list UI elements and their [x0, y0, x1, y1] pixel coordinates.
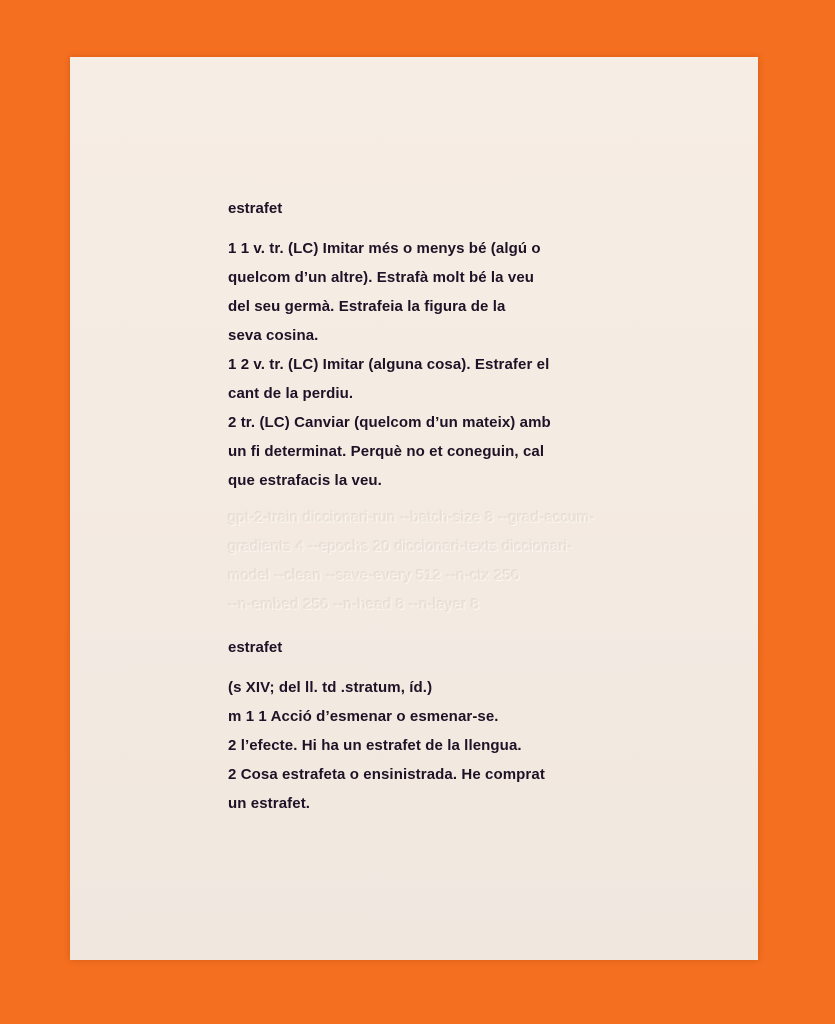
- entry-line: cant de la perdiu.: [228, 385, 354, 402]
- entry-line: 2 Cosa estrafeta o ensinistrada. He comprat: [228, 766, 545, 783]
- entry-line: 1 1 v. tr. (LC) Imitar més o menys bé (algú o: [228, 240, 541, 257]
- embossed-line: gpt-2-train diccionari-run --batch-size 8 --grad-accum-: [228, 509, 595, 526]
- entry-line: 1 2 v. tr. (LC) Imitar (alguna cosa). Estrafer el: [228, 356, 550, 373]
- embossed-line: gradients 4 --epochs 20 diccionari-texts diccionari-: [228, 538, 573, 555]
- entry-line: (s XIV; del ll. td .stratum, íd.): [228, 679, 433, 696]
- entry-line: que estrafacis la veu.: [228, 472, 382, 489]
- entry-line: un estrafet.: [228, 795, 311, 812]
- entry-line: 2 l’efecte. Hi ha un estrafet de la llengua.: [228, 737, 522, 754]
- entry-line: quelcom d’un altre). Estrafà molt bé la veu: [228, 269, 535, 286]
- entry-line: m 1 1 Acció d’esmenar o esmenar-se.: [228, 708, 499, 725]
- embossed-line: --n-embed 256 --n-head 8 --n-layer 8: [228, 596, 480, 613]
- entry-line: un fi determinat. Perquè no et coneguin, cal: [228, 443, 545, 460]
- entry-line: del seu germà. Estrafeia la figura de la: [228, 298, 506, 315]
- entry-line: 2 tr. (LC) Canviar (quelcom d’un mateix) amb: [228, 414, 551, 431]
- embossed-text-block: [228, 503, 598, 619]
- entry-headword: estrafet: [228, 639, 283, 656]
- dictionary-entry-2: [228, 639, 598, 818]
- entry-line: seva cosina.: [228, 327, 319, 344]
- paper-sheet: [70, 57, 758, 960]
- embossed-line: model --clean --save-every 512 --n-ctx 256: [228, 567, 520, 584]
- dictionary-entry-1: [228, 200, 598, 495]
- entry-headword: estrafet: [228, 200, 283, 217]
